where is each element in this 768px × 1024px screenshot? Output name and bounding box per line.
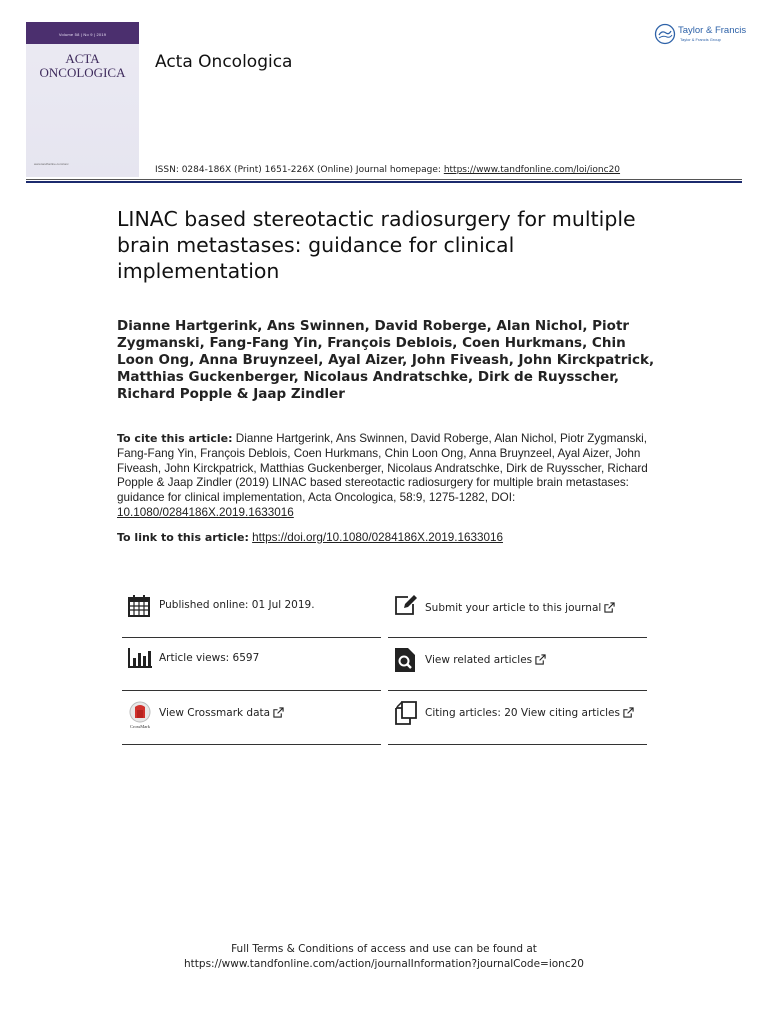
cover-band-text: Volume 58 | No 9 | 2019 [58, 32, 107, 37]
related-articles-link[interactable] [425, 654, 546, 666]
issn-text: ISSN: 0284-186X (Print) 1651-226X (Online) Journal homepage: [155, 165, 441, 175]
cover-title-line1: ACTA [65, 51, 100, 66]
article-title: LINAC based stereotactic radiosurgery for multiple brain metastases: guidance for clinical implementation [117, 207, 636, 283]
bar-chart-icon [127, 647, 153, 669]
info-divider-5 [388, 690, 647, 691]
crossmark-logo-text: CrossMark [130, 724, 150, 729]
doi-link[interactable]: 10.1080/0284186X.2019.1633016 [117, 505, 294, 519]
journal-name: Acta Oncologica [155, 52, 293, 72]
calendar-icon [127, 594, 151, 618]
citing-articles-label: Citing articles: 20 View citing articles [425, 707, 620, 719]
publisher-subtitle: Taylor & Francis Group [680, 37, 721, 42]
info-divider-1 [122, 637, 381, 638]
header-divider-thick [26, 181, 742, 183]
cover-title [26, 52, 139, 80]
citation-label: To cite this article: [117, 432, 233, 445]
external-link-icon [273, 707, 284, 718]
info-divider-3 [122, 744, 381, 745]
cover-foot-text: www.tandfonline.com/ionc [34, 162, 69, 166]
article-views: Article views: 6597 [159, 652, 260, 664]
edit-icon [394, 594, 418, 616]
footer-terms-url[interactable]: https://www.tandfonline.com/action/journalInformation?journalCode=ionc20 [184, 958, 584, 970]
cover-title-line2: ONCOLOGICA [39, 65, 126, 80]
published-date: Published online: 01 Jul 2019. [159, 599, 315, 611]
crossmark-label: View Crossmark data [159, 707, 271, 719]
publisher-name: Taylor & Francis [678, 25, 747, 36]
citation-block [117, 432, 657, 521]
article-authors: Dianne Hartgerink, Ans Swinnen, David Roberge, Alan Nichol, Piotr Zygmanski, Fang-Fang Yin, François Deblois, Coen Hurkmans, Chin Loon Ong, Anna Bruynzeel, Ayal Aizer, John Fiveash, John Kirckpatrick, Matthias Guckenberger, Nicolaus Andratschke, Dirk de Ruysscher, Richard Popple & Jaap Zindler [117, 318, 655, 402]
citing-articles-icon [394, 701, 418, 725]
external-link-icon [535, 654, 546, 665]
footer [0, 942, 768, 972]
article-link-url[interactable]: https://doi.org/10.1080/0284186X.2019.1633016 [252, 531, 503, 544]
external-link-icon [623, 707, 634, 718]
journal-homepage-link[interactable]: https://www.tandfonline.com/loi/ionc20 [443, 165, 621, 175]
external-link-icon [604, 602, 615, 613]
info-divider-6 [388, 744, 647, 745]
article-link-label: To link to this article: [117, 531, 249, 544]
info-divider-4 [388, 637, 647, 638]
related-articles-label: View related articles [425, 654, 533, 666]
header-divider-thin [26, 179, 742, 180]
document-search-icon [394, 647, 416, 673]
crossmark-link[interactable] [159, 707, 284, 719]
citing-articles-link[interactable] [425, 707, 634, 719]
article-link-line [117, 531, 657, 544]
footer-terms-text: Full Terms & Conditions of access and use can be found at [231, 943, 537, 955]
issn-line [155, 165, 620, 175]
info-divider-2 [122, 690, 381, 691]
submit-article-link[interactable] [425, 602, 615, 614]
journal-cover [26, 22, 139, 177]
citation-text: Dianne Hartgerink, Ans Swinnen, David Roberge, Alan Nichol, Piotr Zygmanski, Fang-Fang Yin, François Deblois, Coen Hurkmans, Chin Loon Ong, Anna Bruynzeel, Ayal Aizer, John Fiveash, John Kirckpatrick, Matthias Guckenberger, Nicolaus Andratschke, Dirk de Ruysscher, Richard Popple & Jaap Zindler (2019) LINAC based stereotactic radiosurgery for multiple brain metastases: guidance for clinical implementation, Acta Oncologica, 58:9, 1275-1282, DOI: [117, 432, 648, 505]
submit-article-label: Submit your article to this journal [425, 602, 602, 614]
